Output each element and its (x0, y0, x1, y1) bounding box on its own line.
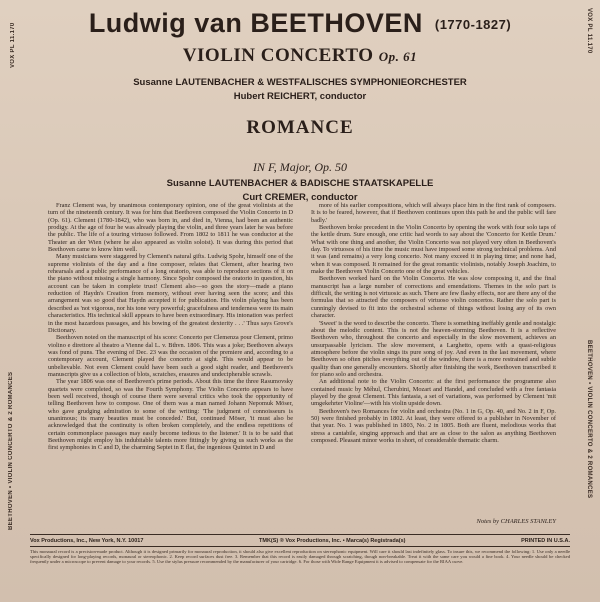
catalog-number-right: VOX PL 11.170 (586, 8, 592, 54)
care-instructions: This monaural record is a precision-made product. Although it is designed primarily for monaural reproduction, it should also give excellent reproduction on stereophonic equipment. Will care it should last indefinitely glass. To insure this, we recommend the following: 1. Use only a needle specifically designed for long-playing records, monaural or stereophonic. 2. Keep record surfaces dust free. 3. Remember that this record is easily damaged through scratching, though non-breakable. Treat it with the same care you would a fine book. 4. Your needle should be checked frequently under a microscope to prevent damage to your records. 5. Use the stylus pressure recommended by the manufacturer of your cartridge. 6. For those with Wide Range Equipment it is advised to compensate for the RIAA curve. (30, 549, 570, 565)
performers2: Susanne LAUTENBACHER & BADISCHE STAATSKAPELLE (166, 178, 434, 189)
spine-title-right: BEETHOVEN • VIOLIN CONCERTO & 2 ROMANCES (586, 340, 592, 499)
publisher-address: Vox Productions, Inc., New York, N.Y. 10017 (30, 538, 144, 544)
composer-line (30, 8, 570, 39)
spine-title-left: BEETHOVEN • VIOLIN CONCERTO & 2 ROMANCES (8, 371, 14, 530)
notes-paragraph: Beethoven noted on the manuscript of his score: Concerto per Clemenza pour Clement, primo violino e direttore al theatro a Vienne dal L. v. Bthvn. 1806. This was a joke; Beethoven always was fond of puns. The evening of Dec. 23 was the occasion of the premiere and, according to a contemporary account, Clement played the concerto at sight. This would appear to be unbelievable. Not even Clement could have been such a good sight reader, and Beethoven's manuscripts give us a collection of blots, scratches, erasures and undecipherable scrawls. (48, 334, 293, 378)
composer-dates: (1770-1827) (434, 17, 512, 33)
composer-name: Ludwig van BEETHOVEN (88, 8, 423, 38)
conductor2: Curt CREMER, conductor (242, 192, 358, 203)
notes-paragraph: The year 1806 was one of Beethoven's prime periods. About this time the three Rasumovsky quartets were completed, so was the Fourth Symphony. The Violin Concerto appears to have been well received, though of course there were several critics who took the opportunity of telling Beethoven how to compose. One of them was a man named Johann Nepomuk Möser, who gave grudging admiration to some of the writing: 'The judgment of connoisseurs is unanimous; its many beauties must be conceded.' But, continued Möser, 'it must also be acknowledged that the continuity is often broken completely, and the endless repetitions of certain commonplace passages may easily become tedious to the listener.' It is to be said that Beethoven might employ his indubitable talents more fittingly by giving us such works as the first symphonies in C and D, the charming Septet in E flat, the ingenious Quintet in D and (48, 378, 293, 452)
notes-paragraph: Beethoven's two Romances for violin and orchestra (No. 1 in G, Op. 40, and No. 2 in F, Op. 50) were finished probably in 1802. At least, they were offered to a publisher in November of that year. No. 1 was published in 1803, No. 2 in 1805. Both are fluent, melodious works that stress a cantabile, singing approach and that are as close to the salon as anything Beethoven composed. Pleasant minor works in short, of considerable thematic charm. (311, 407, 556, 444)
work1-title: VIOLIN CONCERTO (182, 45, 374, 66)
notes-paragraph: more of his earlier compositions, which will always place him in the first rank of composers. It is to be feared, however, that if Beethoven continues upon this path he and the public will fare badly.' (311, 202, 556, 224)
printed-in: PRINTED IN U.S.A. (521, 538, 570, 544)
work2-title: ROMANCE (246, 117, 354, 138)
notes-paragraph: 'Sweet' is the word to describe the concerto. There is something ineffably gentle and nostalgic about the melodic content. This is not the heaven-storming Beethoven. It is a reflective Beethoven who, throughout the concerto and especially in the slow movement, achieves an unsurpassable lyricism. The slow movement, a Larghetto, opens with a quasi-religious atmosphere before the violin sings its pure song of joy. And even in the last movement, where Beethoven so often pitches everything out of the window, there is a more restrained and subtle quality than one generally encounters. Shortly after finishing the work, Beethoven transcribed it for piano solo and orchestra. (311, 319, 556, 378)
work1-opus: Op. 61 (378, 49, 418, 64)
notes-signature: Notes by CHARLES STANLEY (476, 518, 556, 525)
footer-divider (30, 534, 570, 535)
performers1: Susanne LAUTENBACHER & WESTFALISCHES SYMPHONIEORCHESTER (133, 77, 467, 88)
work1-title-line (30, 45, 570, 67)
work2-key: IN F, Major, Op. 50 (252, 160, 348, 174)
liner-notes (48, 202, 556, 514)
notes-column-2 (311, 202, 556, 514)
footer-divider (30, 546, 570, 547)
notes-paragraph: Many musicians were staggered by Clement's natural gifts. Ludwig Spohr, himself one of the supreme violinists of the day and a fine composer, relates that Clement, after hearing two rehearsals and a public performance of a long oratorio, was able to reproduce sections of it on the piano without missing a single harmony. Since Spohr composed the oratorio in question, his account can be taken in complete trust! Clement also—so goes the story—made a piano reduction of Haydn's Creation from memory, without ever having seen the score; and this arrangement was so good that Haydn accepted it for publication. His violin playing has been described as 'not vigorous, nor his tone very powerful; gracefulness and tenderness were its main characteristics. His technical skill appears to have been extraordinary. His intonation was perfect in the most hazardous passages, and his bowing of the greatest dexterity . . .' Thus says Grove's Dictionary. (48, 253, 293, 334)
notes-paragraph: An additional note to the Violin Concerto: at the first performance the programme also contained music by Méhul, Cherubini, Mozart and Handel, and concluded with a free fantasia played by the great Clement. This fantasia, a set of variations, was performed by Clement 'mit umgekehrter Violine'—with his violin upside down. (311, 378, 556, 408)
notes-paragraph: Beethoven worked hard on the Violin Concerto. He was slow composing it, and the final manuscript has a large number of corrections and emendations. Themes in the solo part is difficult, the writing is not virtuosic as such. There are few flashy effects, nor are there any of the formulas that so attracted the composers of virtuoso violin concertos. Rather the solo part is cunningly devised to fit into the orchestral scheme of things without losing any of its own character. (311, 275, 556, 320)
trademark-notice: TMK(S) ® Vox Productions, Inc. • Marca(s) Registrada(s) (259, 538, 406, 544)
conductor1: Hubert REICHERT, conductor (233, 91, 367, 102)
notes-paragraph: Franz Clement was, by unanimous contemporary opinion, one of the great violinists at the turn of the nineteenth century. It was for him that Beethoven composed the Violin Concerto in D (Op. 61). Clement (1780-1842), who was born in, and died in, Vienna, had been an authentic prodigy. At the age of four he was already playing the violin, and three years later he was before the public. The life of a touring virtuoso followed. From 1802 to 1811 he was conductor at the Theater an der Wien (where he also appeared as violin soloist). It was during this period that Beethoven came to know him well. (48, 202, 293, 254)
footer (30, 538, 570, 544)
notes-paragraph: Beethoven broke precedent in the Violin Concerto by opening the work with four solo taps of the kettle drum. Sure enough, one critic had words to say about the 'Concerto for Kettle Drum.' What with one thing and another, the Violin Concerto was not played very often in Beethoven's day. To virtuosos of his time the music must have imposed some strong technical problems. And it was (and remains) a very long concerto. Not many exceed it in playing time; and none had, when it was composed. It remained for the great romantic violinists, notably Joseph Joachim, to make the Beethoven Violin Concerto one of the great vehicles. (311, 224, 556, 276)
notes-column-1 (48, 202, 293, 514)
catalog-number-left: VOX PL 11.170 (10, 22, 16, 68)
